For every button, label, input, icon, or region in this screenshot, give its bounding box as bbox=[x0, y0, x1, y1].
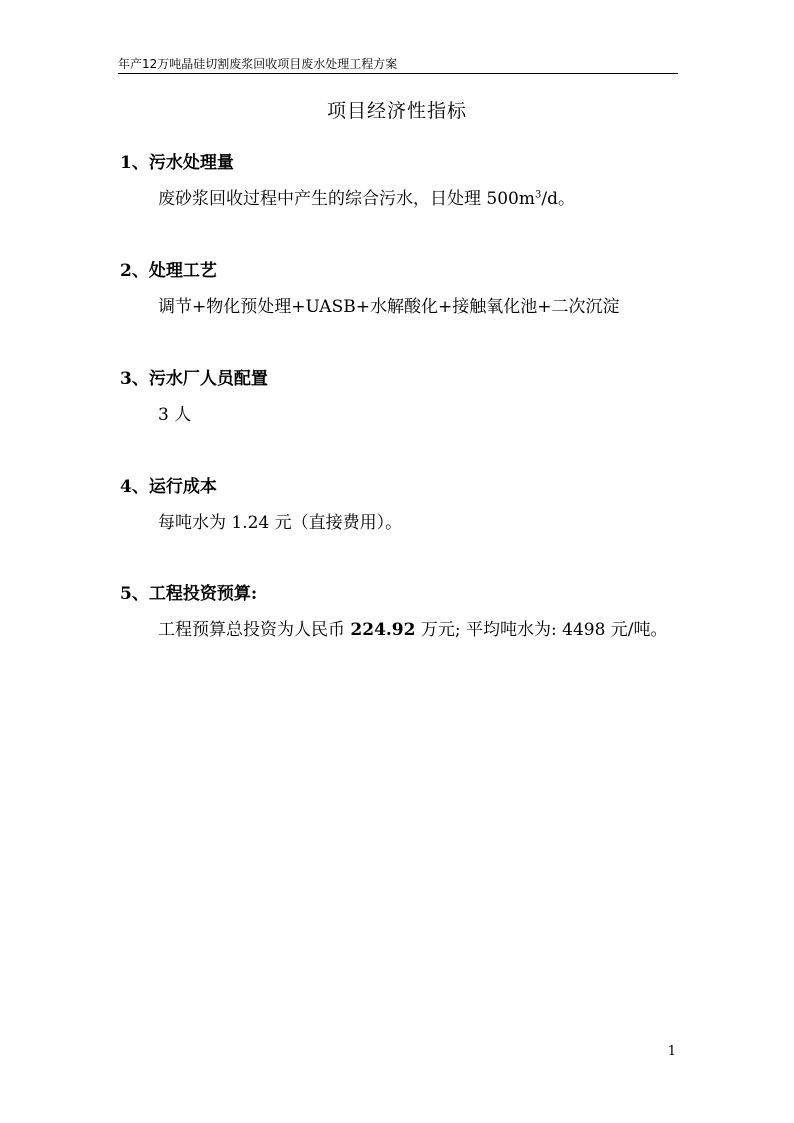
section-number: 2、 bbox=[120, 261, 149, 281]
section-title: 污水厂人员配置 bbox=[148, 369, 268, 389]
investment-amount: 224.92 bbox=[350, 620, 416, 640]
section-text-part: 废砂浆回收过程中产生的综合污水，日处理 500m bbox=[158, 189, 535, 209]
section-title: 工程投资预算: bbox=[148, 584, 258, 604]
section-text-part: /d。 bbox=[541, 189, 575, 209]
section-title: 处理工艺 bbox=[148, 261, 217, 281]
section-sewage-volume bbox=[120, 151, 690, 211]
section-operating-cost bbox=[120, 475, 690, 535]
section-text bbox=[120, 618, 690, 642]
section-number: 1、 bbox=[120, 153, 149, 173]
page-number: 1 bbox=[667, 1044, 676, 1059]
section-text: 每吨水为 1.24 元（直接费用）。 bbox=[158, 513, 403, 533]
section-number: 3、 bbox=[120, 369, 149, 389]
running-header: 年产12万吨晶硅切割废浆回收项目废水处理工程方案 bbox=[118, 57, 398, 71]
section-treatment-process bbox=[120, 259, 690, 319]
section-text-part: 万元; 平均吨水为: 4498 元/吨。 bbox=[415, 620, 668, 640]
header-rule bbox=[118, 73, 678, 74]
section-number: 5、 bbox=[120, 584, 149, 604]
section-heading bbox=[120, 475, 690, 499]
section-heading bbox=[120, 259, 690, 283]
section-heading bbox=[120, 151, 690, 175]
section-title: 运行成本 bbox=[148, 477, 217, 497]
section-investment-budget bbox=[120, 582, 690, 642]
section-title: 污水处理量 bbox=[148, 153, 234, 173]
page-title: 项目经济性指标 bbox=[326, 100, 467, 122]
section-text: 3 人 bbox=[158, 405, 192, 425]
section-text: 调节+物化预处理+UASB+水解酸化+接触氧化池+二次沉淀 bbox=[158, 297, 620, 317]
section-heading bbox=[120, 367, 690, 391]
superscript-exponent: 3 bbox=[534, 189, 542, 201]
section-number: 4、 bbox=[120, 477, 149, 497]
section-heading bbox=[120, 582, 690, 606]
section-text-part: 工程预算总投资为人民币 bbox=[158, 620, 351, 640]
section-staffing bbox=[120, 367, 690, 427]
section-text bbox=[120, 187, 690, 211]
